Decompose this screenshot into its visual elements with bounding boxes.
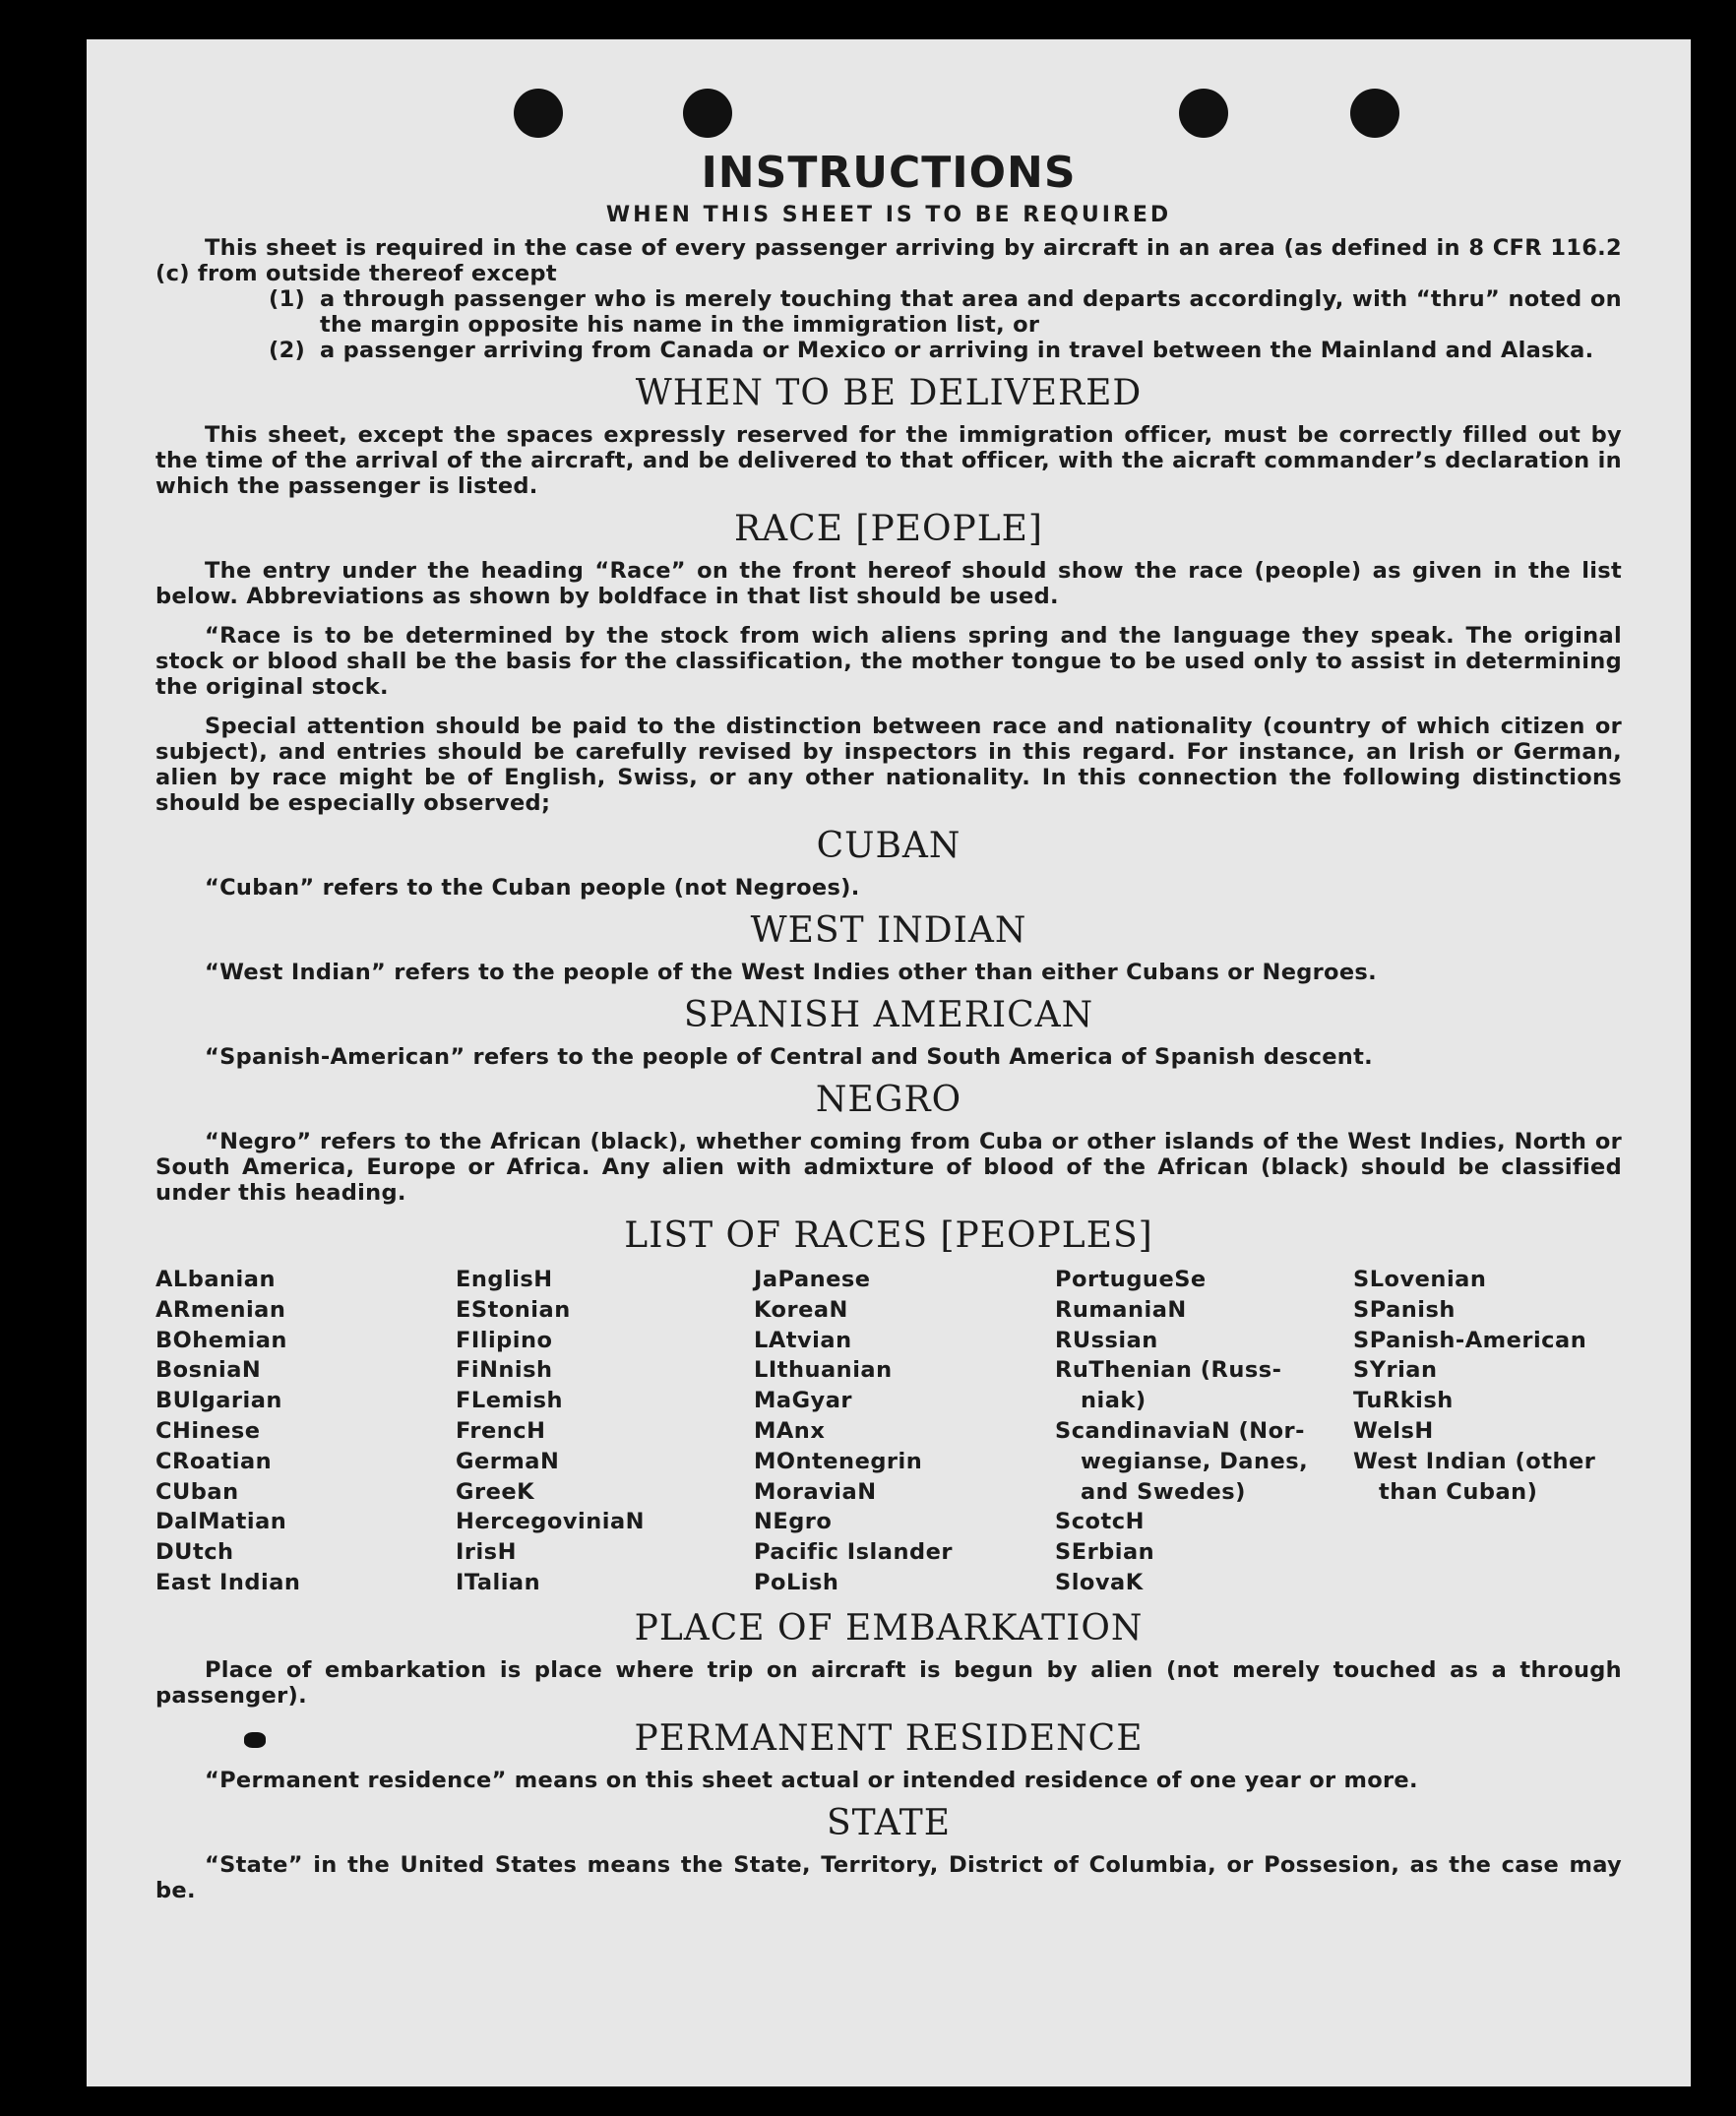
- race-item: SPanish-American: [1353, 1327, 1587, 1353]
- exception-text: a passenger arriving from Canada or Mexico or arriving in travel between the Mainland and Alaska.: [320, 338, 1594, 363]
- race-item: CRoatian: [155, 1448, 273, 1474]
- race-item: West Indian (other: [1353, 1448, 1596, 1474]
- races-column-5: [1353, 1265, 1648, 1598]
- race-item: MOntenegrin: [754, 1448, 923, 1474]
- cuban-paragraph: “Cuban” refers to the Cuban people (not Negroes).: [205, 875, 860, 901]
- race-item: CHinese: [155, 1417, 261, 1444]
- punch-hole: [514, 89, 563, 138]
- race-item: TuRkish: [1353, 1388, 1454, 1414]
- race-item: RUssian: [1055, 1327, 1158, 1353]
- document-sheet: [87, 39, 1691, 2086]
- punch-hole: [1350, 89, 1399, 138]
- race-item-continued: and Swedes): [1081, 1478, 1246, 1505]
- race-paragraph-1: The entry under the heading “Race” on the front hereof should show the race (people) as given in the list below. Abbreviations as shown by boldface in that list should be used.: [155, 558, 1622, 609]
- race-item: FrencH: [456, 1417, 546, 1444]
- race-paragraph-2: “Race is to be determined by the stock from wich aliens spring and the language they speak. The original stock or blood shall be the basis for the classification, the mother tongue to be used only to assist in determining the original stock.: [155, 623, 1622, 700]
- race-item: PoLish: [754, 1569, 839, 1595]
- race-item: MoraviaN: [754, 1478, 877, 1505]
- race-item: EStonian: [456, 1296, 571, 1323]
- race-item: RumaniaN: [1055, 1296, 1187, 1323]
- race-item: EnglisH: [456, 1267, 553, 1292]
- race-item: FiNnish: [456, 1357, 553, 1384]
- race-item: RuThenian (Russ-: [1055, 1357, 1282, 1384]
- race-item: ITalian: [456, 1569, 541, 1595]
- section-heading-west-indian: WEST INDIAN: [750, 910, 1027, 951]
- negro-paragraph: “Negro” refers to the African (black), whether coming from Cuba or other islands of the West Indies, North or South America, Europe or Africa. Any alien with admixture of blood of the African (black) should be classified under this heading.: [155, 1129, 1622, 1206]
- race-item: KoreaN: [754, 1296, 848, 1323]
- race-item: HercegoviniaN: [456, 1509, 645, 1535]
- race-item: FIlipino: [456, 1327, 553, 1353]
- race-item-continued: than Cuban): [1379, 1478, 1538, 1505]
- race-item: MaGyar: [754, 1388, 852, 1414]
- race-item: CUban: [155, 1478, 239, 1505]
- race-item: ScandinaviaN (Nor-: [1055, 1417, 1305, 1444]
- races-column-3: [754, 1265, 1055, 1598]
- embarkation-paragraph: Place of embarkation is place where trip on aircraft is begun by alien (not merely touched as a through passenger).: [155, 1656, 1622, 1709]
- section-heading-races-list: LIST OF RACES [PEOPLES]: [624, 1215, 1153, 1256]
- race-item: IrisH: [456, 1539, 517, 1566]
- race-item: NEgro: [754, 1509, 833, 1535]
- punch-hole: [683, 89, 732, 138]
- state-paragraph: “State” in the United States means the State, Territory, District of Columbia, or Possesion, as the case may be.: [155, 1851, 1622, 1903]
- race-item: FLemish: [456, 1388, 564, 1414]
- race-item: Pacific Islander: [754, 1539, 953, 1566]
- section-heading-race: RACE [PEOPLE]: [734, 509, 1043, 549]
- delivered-paragraph: This sheet, except the spaces expressly reserved for the immigration officer, must be correctly filled out by the time of the arrival of the aircraft, and be delivered to that officer, with the aicraft commander’s declaration in which the passenger is listed.: [155, 422, 1622, 499]
- race-item: JaPanese: [754, 1267, 871, 1292]
- race-item: GermaN: [456, 1448, 560, 1474]
- race-item: BUlgarian: [155, 1388, 282, 1414]
- exception-number: (2): [269, 338, 306, 363]
- races-column-1: [155, 1265, 456, 1598]
- section-heading-delivered: WHEN TO BE DELIVERED: [635, 373, 1143, 413]
- exception-item: [269, 338, 1622, 363]
- races-column-4: [1055, 1265, 1353, 1598]
- race-paragraph-3: Special attention should be paid to the distinction between race and nationality (country of which citizen or subject), and entries should be carefully revised by inspectors in this regard. For instance, an Irish or German, alien by race might be of English, Swiss, or any other nationality. In this connection the following distinctions should be especially observed;: [155, 714, 1622, 816]
- race-item: ScotcH: [1055, 1509, 1145, 1535]
- section-heading-cuban: CUBAN: [816, 826, 961, 866]
- west-indian-paragraph: “West Indian” refers to the people of the West Indies other than either Cubans or Negroes.: [205, 960, 1377, 985]
- race-item: ARmenian: [155, 1296, 286, 1323]
- race-item: BosniaN: [155, 1357, 262, 1384]
- race-item: LAtvian: [754, 1327, 852, 1353]
- race-item: DUtch: [155, 1539, 234, 1566]
- race-item: East Indian: [155, 1569, 301, 1595]
- page-title: INSTRUCTIONS: [701, 148, 1077, 198]
- race-item: SLovenian: [1353, 1267, 1487, 1292]
- races-column-2: [456, 1265, 754, 1598]
- race-item: PortugueSe: [1055, 1267, 1207, 1292]
- race-item: SYrian: [1353, 1357, 1438, 1384]
- exception-text: a through passenger who is merely touching that area and departs accordingly, with “thru” noted on the margin opposite his name in the immigration list, or: [320, 286, 1622, 338]
- race-item-continued: niak): [1081, 1388, 1147, 1414]
- races-list: [155, 1265, 1622, 1598]
- race-item-continued: wegianse, Danes,: [1081, 1448, 1309, 1474]
- race-item: WelsH: [1353, 1417, 1434, 1444]
- race-item: SPanish: [1353, 1296, 1456, 1323]
- exception-number: (1): [269, 286, 306, 312]
- spanish-american-paragraph: “Spanish-American” refers to the people of Central and South America of Spanish descent.: [205, 1044, 1374, 1070]
- race-item: ALbanian: [155, 1267, 276, 1292]
- section-heading-embarkation: PLACE OF EMBARKATION: [634, 1607, 1144, 1649]
- instructions-content: [155, 148, 1622, 1903]
- race-item: SlovaK: [1055, 1569, 1144, 1595]
- punch-hole: [1179, 89, 1228, 138]
- residence-paragraph: “Permanent residence” means on this sheet actual or intended residence of one year or more.: [205, 1767, 1418, 1793]
- page-subtitle: WHEN THIS SHEET IS TO BE REQUIRED: [605, 203, 1172, 227]
- exception-item: [269, 286, 1622, 338]
- race-item: LIthuanian: [754, 1357, 893, 1384]
- section-heading-state: STATE: [826, 1802, 952, 1843]
- race-item: BOhemian: [155, 1327, 287, 1353]
- section-heading-negro: NEGRO: [815, 1080, 962, 1120]
- race-item: GreeK: [456, 1478, 535, 1505]
- section-heading-spanish-american: SPANISH AMERICAN: [683, 995, 1094, 1035]
- section-heading-residence: PERMANENT RESIDENCE: [634, 1717, 1144, 1759]
- race-item: DalMatian: [155, 1509, 287, 1535]
- race-item: SErbian: [1055, 1539, 1155, 1566]
- intro-paragraph: This sheet is required in the case of every passenger arriving by aircraft in an area (as defined in 8 CFR 116.2 (c) from outside thereof except: [155, 235, 1622, 286]
- race-item: MAnx: [754, 1417, 826, 1444]
